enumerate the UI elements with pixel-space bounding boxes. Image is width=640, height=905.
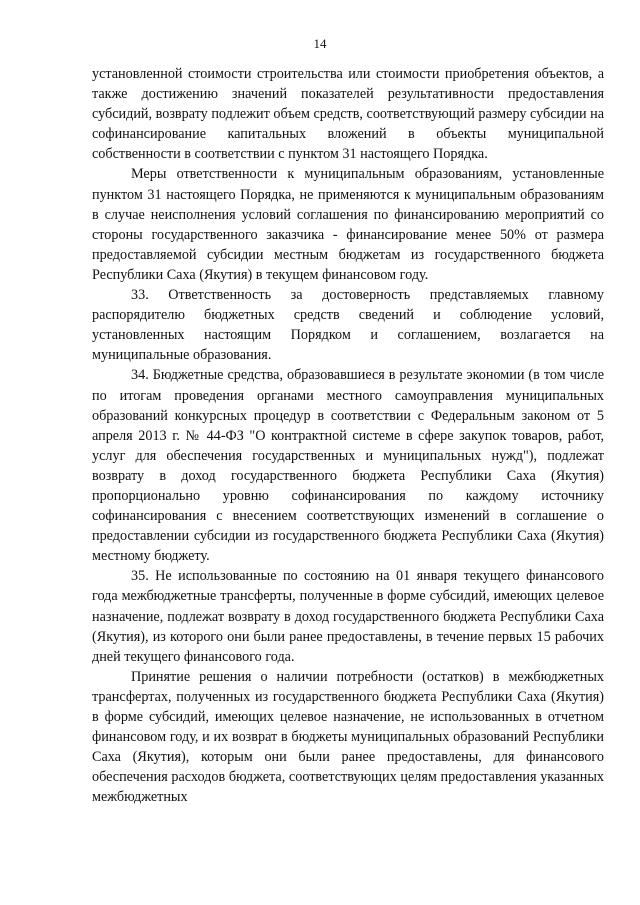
paragraph-35: 35. Не использованные по состоянию на 01 января текущего финансового года межбюджетные трансферты, полученные в форме субсидий, имеющих целевое назначение, подлежат возврату в доход государственного бюджета Республики Саха (Якутия), из которого они были ранее предоставлены, в течение первых 15 рабочих дней текущего финансового года.: [92, 568, 604, 665]
paragraph-2: Меры ответственности к муниципальным образованиям, установленные пунктом 31 настоящего Порядка, не применяются к муниципальным образованиям в случае неисполнения условий соглашения по финансированию мероприятий со стороны государственного заказчика - финансирование менее 50% от размера предоставляемой субсидии местным бюджетам из государственного бюджета Республики Саха (Якутия) в текущем финансовом году.: [92, 166, 604, 283]
paragraph-33: 33. Ответственность за достоверность представляемых главному распорядителю бюджетных средств сведений и соблюдение условий, установленных настоящим Порядком и соглашением, возлагается на муниципальные образования.: [92, 287, 604, 364]
paragraph-1: установленной стоимости строительства или стоимости приобретения объектов, а также достижению значений показателей результативности предоставления субсидий, возврату подлежит объем средств, соответствующий размеру субсидии на софинансирование капитальных вложений в объекты муниципальной собственности в соответствии с пунктом 31 настоящего Порядка.: [92, 66, 604, 163]
paragraph-34: 34. Бюджетные средства, образовавшиеся в результате экономии (в том числе по итогам проведения органами местного самоуправления муниципальных образований конкурсных процедур в соответствии с Федеральным законом от 5 апреля 2013 г. № 44-ФЗ "О контрактной системе в сфере закупок товаров, работ, услуг для обеспечения государственных и муниципальных нужд"), подлежат возврату в доход государственного бюджета Республики Саха (Якутия) пропорционально уровню софинансирования по каждому источнику софинансирования с внесением соответствующих изменений в соглашение о предоставлении субсидии из государственного бюджета Республики Саха (Якутия) местному бюджету.: [92, 367, 604, 565]
paragraph-decision: Принятие решения о наличии потребности (остатков) в межбюджетных трансфертах, полученных из государственного бюджета Республики Саха (Якутия) в форме субсидий, имеющих целевое назначение, не использованных в отчетном финансовом году, и их возврат в бюджеты муниципальных образований Республики Саха (Якутия), которым они были ранее предоставлены, для финансового обеспечения расходов бюджета, соответствующих целям предоставления указанных межбюджетных: [92, 668, 604, 806]
page-number: 14: [313, 36, 327, 51]
